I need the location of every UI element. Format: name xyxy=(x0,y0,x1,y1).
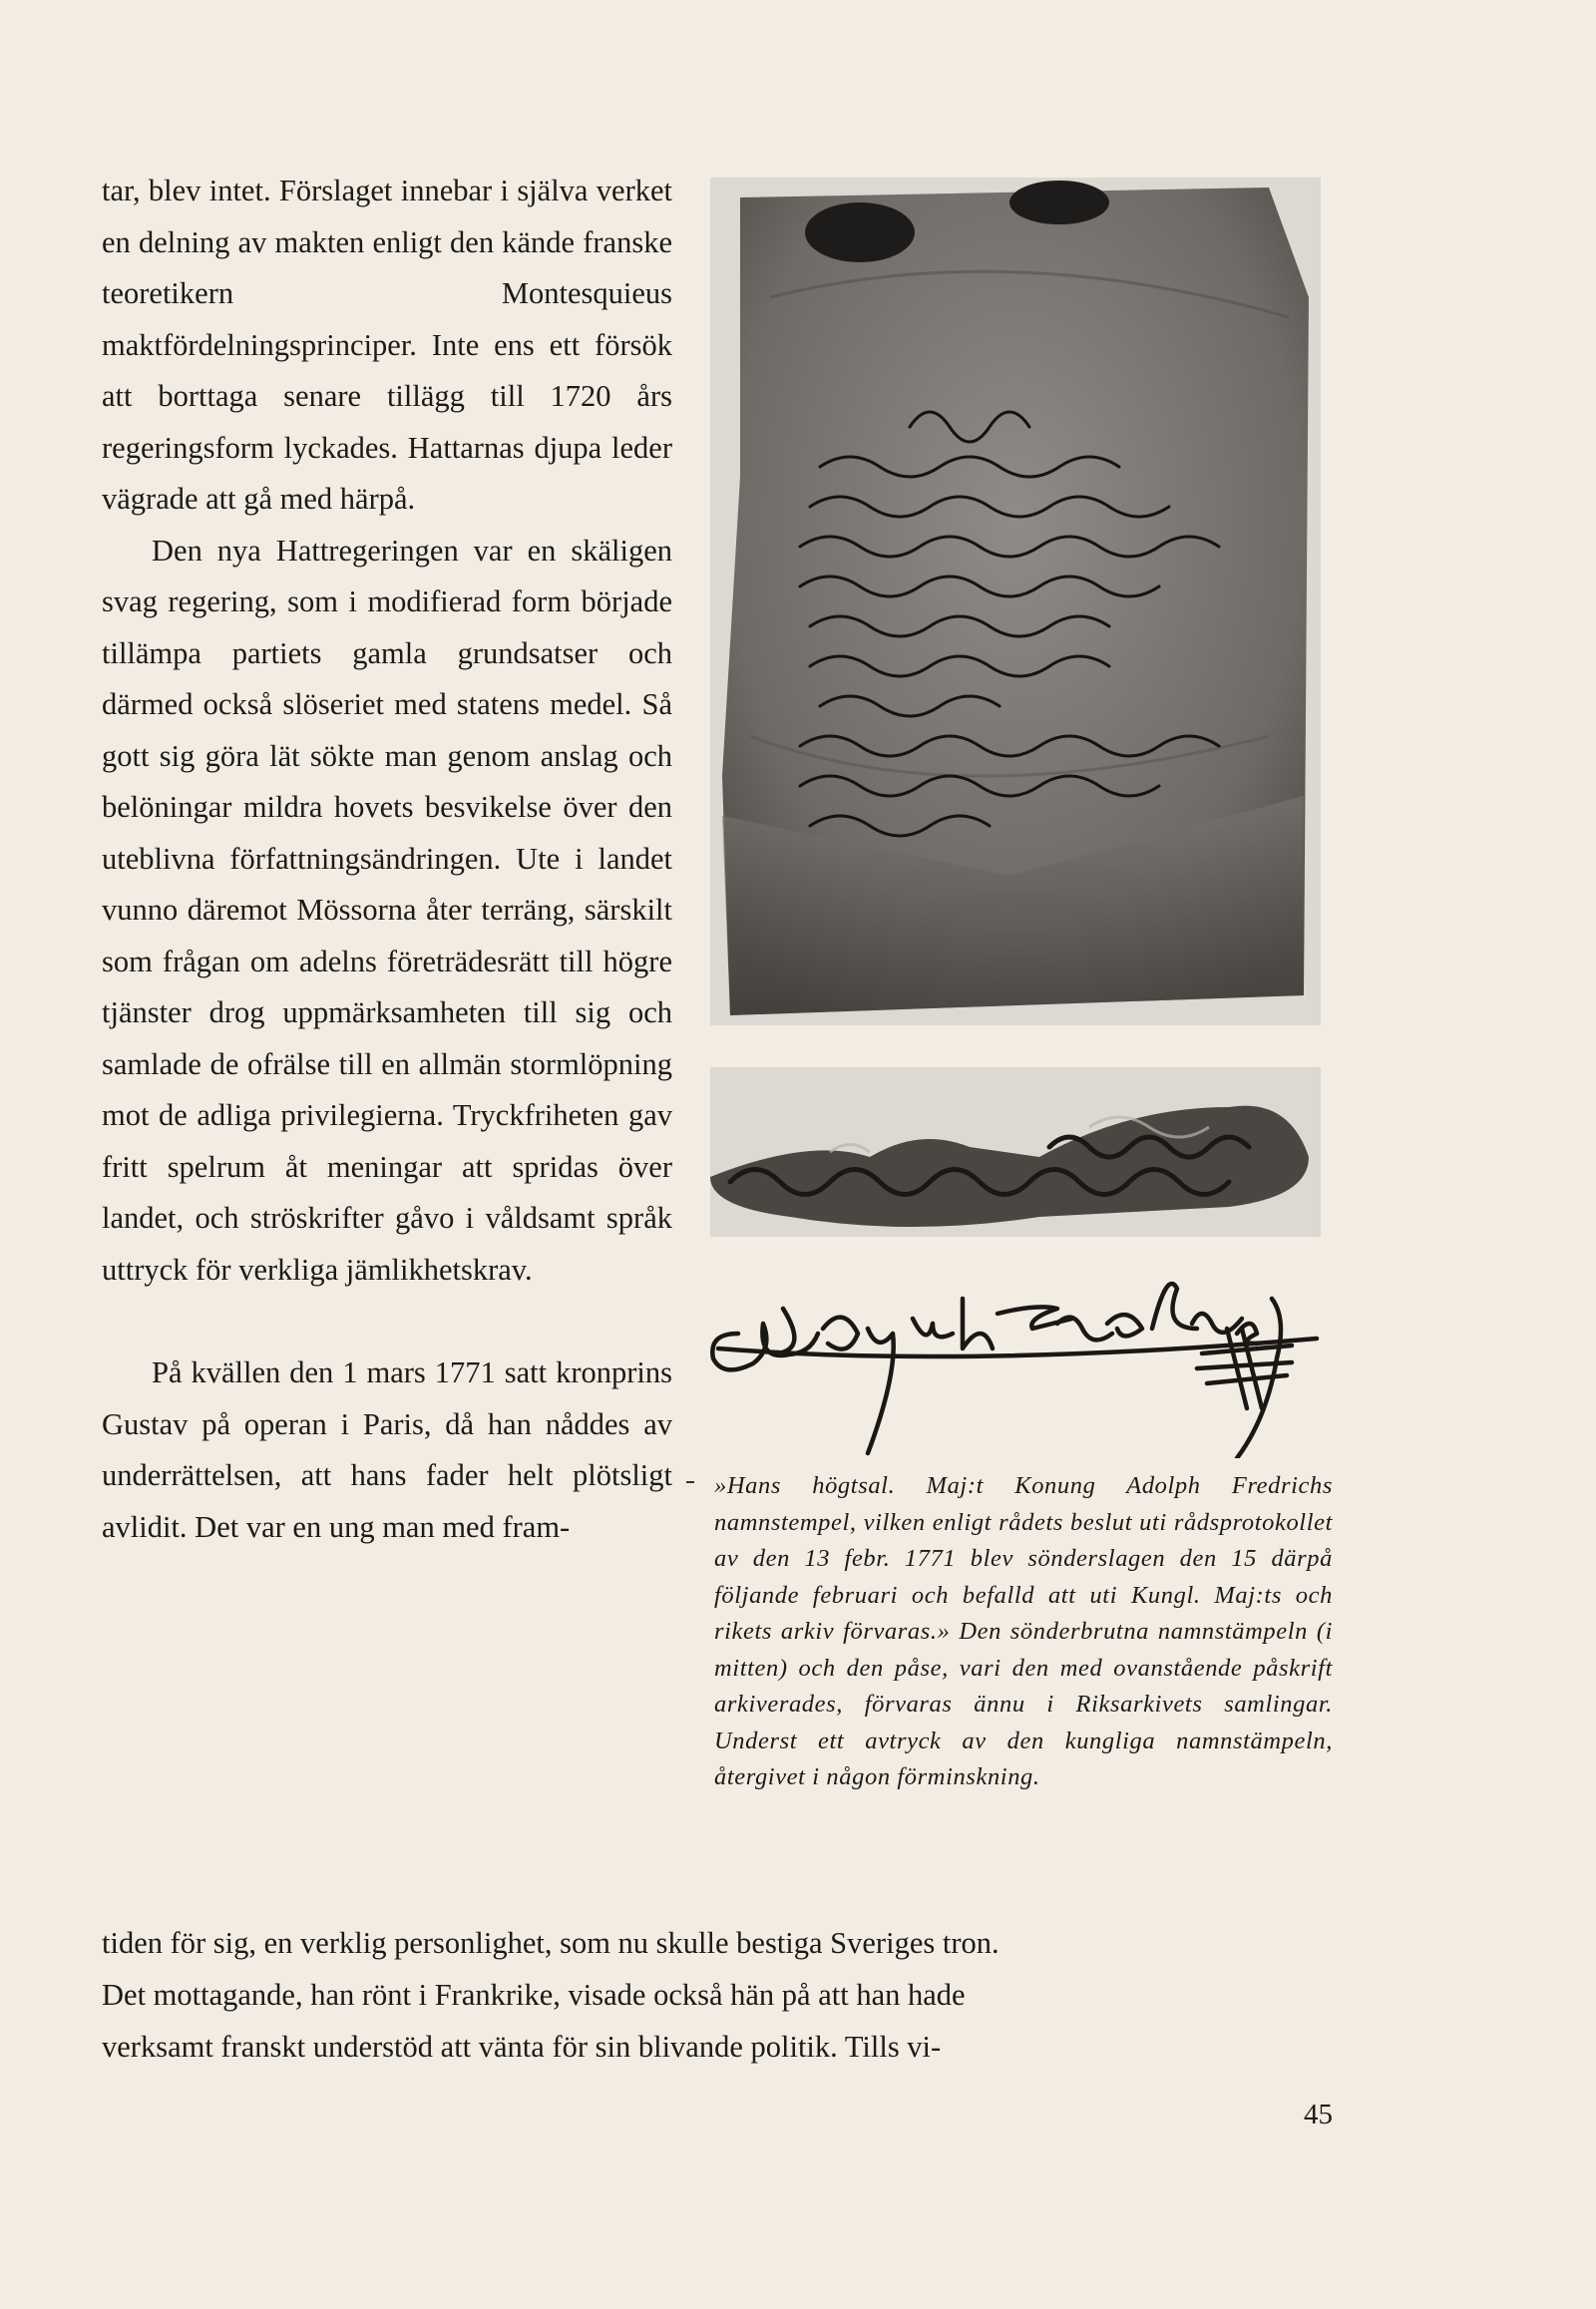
wax-seal-left xyxy=(805,202,915,262)
full-line-3: verksamt franskt understöd att vänta för sin blivande politik. Tills vi- xyxy=(102,2030,942,2064)
caption-dash xyxy=(686,1481,694,1483)
full-width-text xyxy=(102,1917,1331,2073)
full-line-2: Det mottagande, han rönt i Frankrike, visade också hän på att han hade xyxy=(102,1978,966,2012)
full-line-1: tiden för sig, en verklig personlighet, som nu skulle bestiga Sveriges tron. xyxy=(102,1926,999,1960)
figure-caption: »Hans högtsal. Maj:t Konung Adolph Fredrichs namnstempel, vilken enligt rådets beslut uti rådsprotokollet av den 13 febr. 1771 blev sönderslagen den 15 därpå följande februari och befalld att uti Kungl. Maj:ts och rikets arkiv förvaras.» Den sönderbrutna namnstämpeln (i mitten) och den påse, vari den med ovanstående påskrift arkiverades, förvaras ännu i Riksarkivets samlingar. Underst ett avtryck av den kungliga namnstämpeln, återgivet i någon förminskning. xyxy=(714,1472,1333,1790)
wax-seal-right xyxy=(1009,181,1109,224)
signature-illustration xyxy=(698,1259,1337,1458)
envelope-photo xyxy=(710,178,1321,1025)
page-number: 45 xyxy=(1304,2099,1333,2130)
paragraph-1: tar, blev intet. Förslaget innebar i själva verket en delning av makten enligt den kände franske teoretikern Montesquieus maktfördelningsprinciper. Inte ens ett försök att borttaga senare tillägg till 1720 års regeringsform lyckades. Hattarnas djupa leder vägrade att gå med härpå. xyxy=(102,174,672,516)
broken-stamp-illustration xyxy=(710,1067,1321,1237)
royal-signature xyxy=(698,1259,1337,1458)
left-text-column xyxy=(102,166,672,1553)
paragraph-3: På kvällen den 1 mars 1771 satt kronprins Gustav på operan i Paris, då han nåddes av underrättelsen, att hans fader helt plötsligt avlidit. Det var en ung man med fram- xyxy=(102,1355,672,1544)
broken-stamp-photo xyxy=(710,1067,1321,1237)
paragraph-2: Den nya Hattregeringen var en skäligen svag regering, som i modifierad form började tillämpa partiets gamla grundsatser och därmed också slöseriet med statens medel. Så gott sig göra lät sökte man genom anslag och belöningar mildra hovets besvikelse över den uteblivna författningsändringen. Ute i landet vunno däremot Mössorna åter terräng, särskilt som frågan om adelns företrädesrätt till högre tjänster drog uppmärksamheten till sig och samlade de ofrälse till en allmän stormlöpning mot de adliga privilegierna. Tryckfriheten gav fritt spelrum åt meningar att spridas över landet, och ströskrifter gåvo i våldsamt språk uttryck för verkliga jämlikhetskrav. xyxy=(102,533,672,1287)
envelope-illustration xyxy=(710,178,1321,1025)
